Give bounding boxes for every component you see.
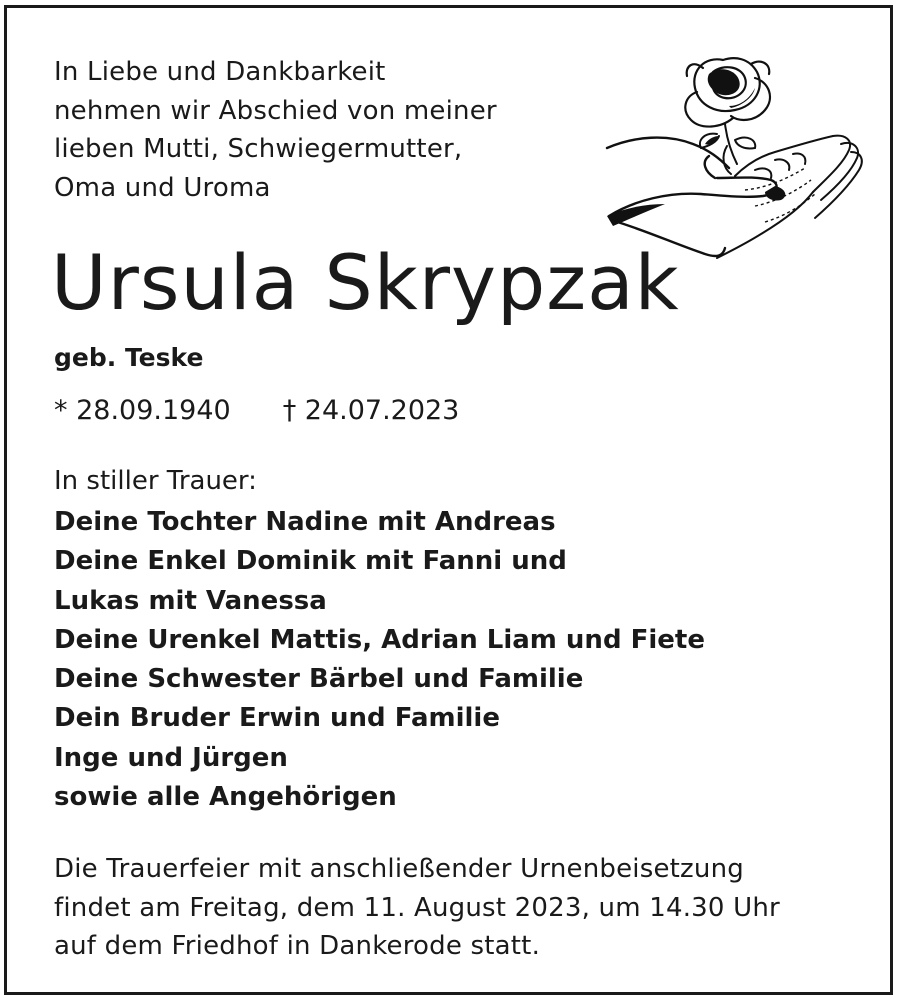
obituary-frame <box>4 5 893 995</box>
intro-text <box>54 53 497 207</box>
birth-date: * 28.09.1940 <box>54 395 231 426</box>
rose-in-hands-icon <box>605 48 867 263</box>
intro-line: In Liebe und Dankbarkeit <box>54 57 386 87</box>
intro-line: lieben Mutti, Schwiegermutter, <box>54 134 463 164</box>
deceased-name: Ursula Skrypzak <box>51 238 680 327</box>
mourner-entry: Deine Enkel Dominik mit Fanni und <box>54 546 567 577</box>
mourner-entry: Deine Tochter Nadine mit Andreas <box>54 507 556 537</box>
mourner-entry: sowie alle Angehörigen <box>54 782 397 813</box>
mourner-entry: Lukas mit Vanessa <box>54 585 327 616</box>
life-dates <box>54 393 459 429</box>
mourners-list <box>54 503 705 817</box>
mourners-label: In stiller Trauer: <box>54 466 257 496</box>
service-line: Die Trauerfeier mit anschließender Urnenbeisetzung <box>54 854 744 884</box>
mourner-entry: Inge und Jürgen <box>54 742 288 773</box>
mourner-entry: Deine Schwester Bärbel und Familie <box>54 664 584 695</box>
intro-line: nehmen wir Abschied von meiner <box>54 95 497 126</box>
mourner-entry: Dein Bruder Erwin und Familie <box>54 703 500 734</box>
service-line: findet am Freitag, dem 11. August 2023, um 14.30 Uhr <box>54 892 780 923</box>
death-date: † 24.07.2023 <box>282 395 460 426</box>
intro-line: Oma und Uroma <box>54 172 271 203</box>
service-line: auf dem Friedhof in Dankerode statt. <box>54 931 541 961</box>
funeral-service-info <box>54 850 780 966</box>
mourner-entry: Deine Urenkel Mattis, Adrian Liam und Fiete <box>54 624 705 655</box>
maiden-name: geb. Teske <box>54 343 204 372</box>
